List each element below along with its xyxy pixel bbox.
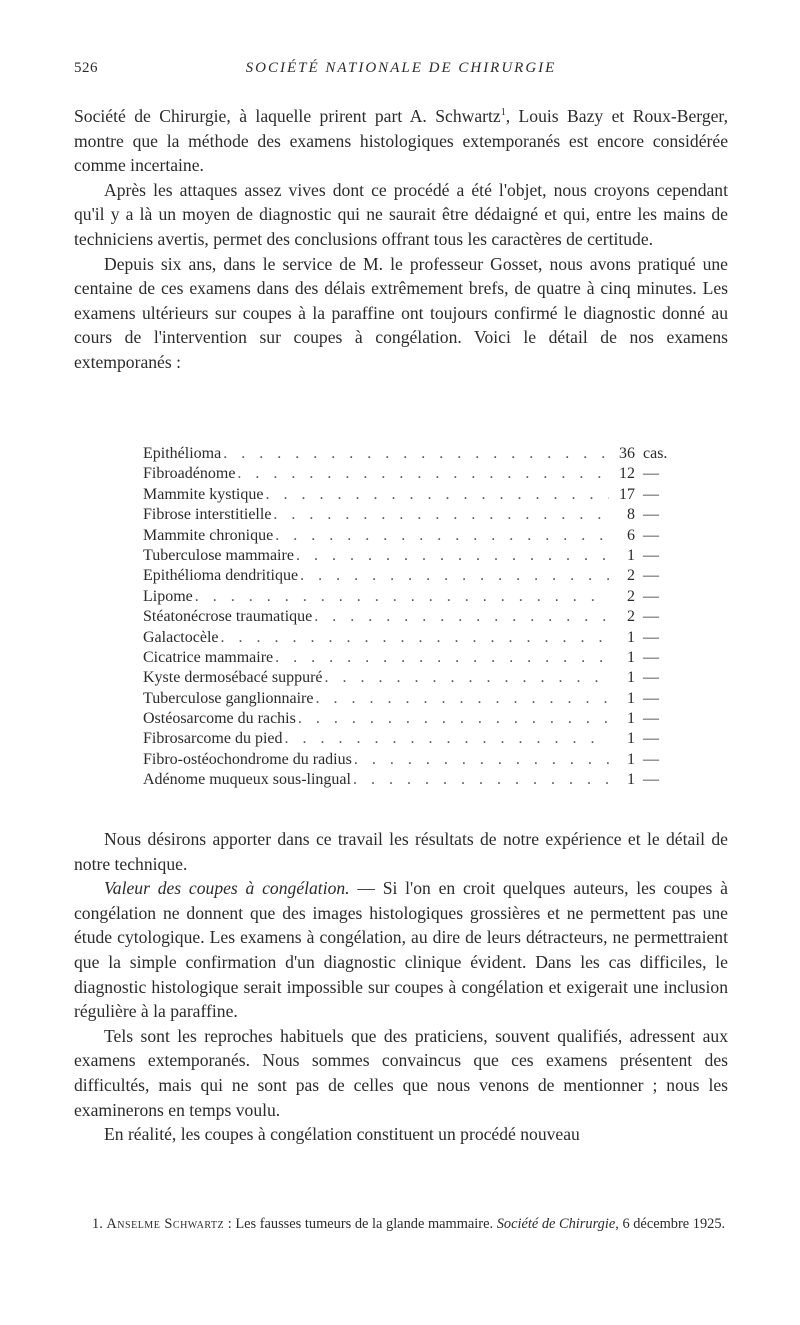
table-row <box>143 729 683 749</box>
case-label: Stéatonécrose traumatique <box>143 608 313 626</box>
case-unit: — <box>643 750 659 768</box>
case-count: 1 <box>627 648 635 666</box>
case-count: 1 <box>627 689 635 707</box>
case-unit: — <box>643 648 659 666</box>
footnote: 1. Anselme Schwartz : Les fausses tumeurs de la glande mammaire. Société de Chirurgie, 6 décembre 1925. <box>92 1216 726 1232</box>
table-row <box>143 546 683 566</box>
footnote-source: Société de Chirurgie <box>496 1216 616 1232</box>
table-row <box>143 648 683 668</box>
paragraph-reality: En réalité, les coupes à congélation constituent un procédé nouveau <box>104 1124 580 1145</box>
table-row <box>143 566 683 586</box>
page-number: 526 <box>74 60 98 76</box>
leader-dots <box>315 689 609 709</box>
case-unit: — <box>643 689 659 707</box>
case-unit: — <box>643 485 659 503</box>
footnote-number: 1. <box>92 1216 103 1232</box>
case-count: 1 <box>627 730 635 748</box>
leader-dots <box>265 485 609 505</box>
table-row <box>143 689 683 709</box>
table-row <box>143 505 683 525</box>
case-count: 12 <box>619 465 635 483</box>
leader-dots <box>300 566 609 586</box>
case-label: Fibrosarcome du pied <box>143 730 283 748</box>
footnote-author: Anselme Schwartz <box>106 1216 225 1232</box>
case-count: 1 <box>627 628 635 646</box>
case-label: Mammite chronique <box>143 526 274 544</box>
case-unit: — <box>643 526 659 544</box>
leader-dots <box>354 750 609 770</box>
table-row <box>143 587 683 607</box>
case-label: Galactocèle <box>143 628 219 646</box>
case-count: 17 <box>619 485 635 503</box>
running-title: SOCIÉTÉ NATIONALE DE CHIRURGIE <box>245 60 557 76</box>
leader-dots <box>298 709 609 729</box>
leader-dots <box>273 505 609 525</box>
case-label: Fibrose interstitielle <box>143 506 272 524</box>
case-count: 6 <box>627 526 635 544</box>
case-label: Cicatrice mammaire <box>143 648 274 666</box>
case-count: 1 <box>627 546 635 564</box>
table-row <box>143 770 683 790</box>
case-label: Tuberculose ganglionnaire <box>143 689 314 707</box>
paragraph-reproaches: Tels sont les reproches habituels que des praticiens, souvent qualifiés, adressent aux examens extemporanés. Nous sommes convaincus que ces examens présentent des difficultés, mais qui ne sont pas de celles que nous venons de mentionner ; nous les examinerons en temps voulu. <box>74 1025 728 1120</box>
table-row <box>143 750 683 770</box>
case-label: Fibroadénome <box>143 465 236 483</box>
running-header <box>74 60 728 84</box>
paragraph-aim: Nous désirons apporter dans ce travail les résultats de notre expérience et le détail de notre technique. <box>74 829 728 874</box>
table-row <box>143 526 683 546</box>
table-row <box>143 444 683 464</box>
case-label: Fibro-ostéochondrome du radius <box>143 750 352 768</box>
leader-dots <box>353 770 609 790</box>
case-count: 1 <box>627 771 635 789</box>
case-count: 8 <box>627 506 635 524</box>
cases-table <box>143 444 683 791</box>
leader-dots <box>296 546 609 566</box>
case-count: 2 <box>627 587 635 605</box>
leader-dots <box>275 526 609 546</box>
paragraph-continuation: Société de Chirurgie, à laquelle prirent part A. Schwartz$^1$, Louis Bazy et Roux-Berger, montre que la méthode des examens histologiques extemporanés est encore considérée comme incertaine. <box>74 106 728 176</box>
table-row <box>143 709 683 729</box>
case-unit: — <box>643 587 659 605</box>
case-label: Kyste dermosébacé suppuré <box>143 669 323 687</box>
case-unit: — <box>643 546 659 564</box>
case-unit: — <box>643 771 659 789</box>
case-label: Adénome muqueux sous-lingual <box>143 771 351 789</box>
table-row <box>143 607 683 627</box>
case-unit: — <box>643 465 659 483</box>
case-count: 1 <box>627 750 635 768</box>
intro-section <box>74 104 728 375</box>
case-unit: cas. <box>643 445 668 462</box>
case-label: Mammite kystique <box>143 485 264 503</box>
case-unit: — <box>643 608 659 626</box>
leader-dots <box>275 648 609 668</box>
case-count: 2 <box>627 567 635 585</box>
leader-dots <box>221 628 610 648</box>
case-unit: — <box>643 567 659 585</box>
case-unit: — <box>643 628 659 646</box>
case-count: 1 <box>627 710 635 728</box>
case-unit: — <box>643 669 659 687</box>
leader-dots <box>285 729 609 749</box>
leader-dots <box>223 444 609 464</box>
table-row <box>143 628 683 648</box>
case-label: Ostéosarcome du rachis <box>143 710 296 728</box>
leader-dots <box>314 607 609 627</box>
body-section <box>74 827 728 1147</box>
paragraph-value: Valeur des coupes à congélation. — Si l'on en croit quelques auteurs, les coupes à congélation ne donnent que des images histologiques grossières et ne permettent pas une étude cytologique. Les examens à congélation, au dire de leurs détracteurs, ne permettraient que la simple confirmation d'un diagnostic clinique évident. Dans les cas difficiles, le diagnostic histologique serait impossible sur coupes à congélation et exigerait une inclusion régulière à la paraffine. <box>74 878 728 1022</box>
paragraph-service: Depuis six ans, dans le service de M. le professeur Gosset, nous avons pratiqué une centaine de ces examens dans des délais extrêmement brefs, de quatre à cinq minutes. Les examens ultérieurs sur coupes à la paraffine ont toujours confirmé le diagnostic donné au cours de l'intervention sur coupes à congélation. Voici le détail de nos examens extemporanés : <box>74 253 728 372</box>
case-count: 2 <box>627 608 635 626</box>
leader-dots <box>195 587 609 607</box>
table-row <box>143 485 683 505</box>
case-count: 36 <box>619 445 635 462</box>
table-row <box>143 464 683 484</box>
case-unit: — <box>643 710 659 728</box>
footnote-ref: 1 <box>500 107 506 119</box>
case-label: Tuberculose mammaire <box>143 546 294 564</box>
case-unit: — <box>643 730 659 748</box>
case-count: 1 <box>627 669 635 687</box>
section-heading: Valeur des coupes à congélation. <box>104 878 350 899</box>
paragraph-attacks: Après les attaques assez vives dont ce procédé a été l'objet, nous croyons cependant qu'il y a là un moyen de diagnostic qui ne saurait être dédaigné et qui, entre les mains de techniciens avertis, permet des conclusions offrant tous les caractères de certitude. <box>74 179 728 249</box>
case-label: Lipome <box>143 587 193 605</box>
table-row <box>143 668 683 688</box>
leader-dots <box>237 464 609 484</box>
leader-dots <box>325 668 610 688</box>
case-unit: — <box>643 506 659 524</box>
case-label: Epithélioma <box>143 445 222 462</box>
case-label: Epithélioma dendritique <box>143 567 299 585</box>
